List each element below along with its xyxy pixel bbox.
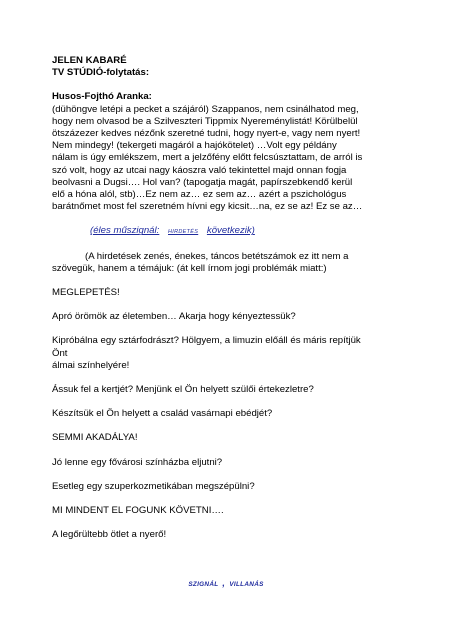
monologue-line: szó volt, hogy az utcai nagy káoszra való tekintettel majd onnan fogja [52,164,347,176]
signal-cue-after: következik) [206,225,255,237]
footer-separator: , [222,578,226,588]
document-page [52,55,402,541]
monologue-line: beolvasni a Dugsi…. Hol van? (tapogatja magát, papírszebkendő kerül [52,176,353,188]
ad-joys: Apró örömök az életemben… Akarja hogy kényeztessük? [52,311,296,323]
stage-note-line: szövegük, hanem a témájuk: (át kell írnom jogi problémák miatt:) [52,262,327,274]
spacer [52,79,402,91]
spacer [52,299,402,311]
ad-everything: MI MINDENT EL FOGUNK KÖVETNI…. [52,505,224,517]
monologue-line: hogy nem olvasod be a Szilveszteri Tippmix Nyereménylistát! Körülbelül [52,115,358,127]
footer-left: SZIGNÁL [188,581,219,588]
ad-star-stylist: Kipróbálna egy sztárfodrászt? Hölgyem, a limuzin előáll és máris repítjük [52,335,361,347]
footer-right: VILLANÁS [229,581,264,588]
monologue-line: ötszázezer kedves nézőnk szeretné tudni, hogy nyert-e, vagy nem nyert! [52,128,361,140]
spacer [52,493,402,505]
signal-cue [52,225,402,238]
page-footer [0,578,452,588]
ad-crazy-idea: A legőrültebb ötlet a nyerő! [52,529,167,541]
ad-star-stylist-end: álmai színhelyére! [52,359,130,371]
ad-star-stylist-cont: Önt [52,347,68,359]
ad-surprise: MEGLEPETÉS! [52,287,120,299]
stage-note-line: (A hirdetések zenés, énekes, táncos betétszámok ez itt nem a [85,250,349,262]
ad-lunch: Készítsük el Ön helyett a család vasárnapi ebédjét? [52,408,273,420]
spacer [52,517,402,529]
spacer [52,469,402,481]
ad-theatre: Jó lenne egy fővárosi színházba eljutni? [52,456,223,468]
signal-cue-ad-label: HIRDETÉS [168,229,199,236]
spacer [52,372,402,384]
spacer [52,396,402,408]
spacer [52,323,402,335]
signal-cue-before: (éles műszignál: [90,225,160,237]
speaker-name: Husos-Fojthó Aranka: [52,91,152,103]
monologue-line: barátnőmet most fel szeretném hívni egy kicsit…na, ez se az! Ez se az… [52,201,363,213]
ad-garden: Ássuk fel a kertjét? Menjünk el Ön helyett szülői értekezletre? [52,384,314,396]
monologue-line: (dühöngve letépi a pecket a szájáról) Szappanos, nem csinálhatod meg, [52,103,359,115]
monologue-paragraph [52,104,402,214]
stage-note [52,251,402,275]
monologue-line: nálam is úgy emlékszem, mert a jelzőfény előtt felcsúsztattam, de arról is [52,152,363,164]
spacer [52,445,402,457]
spacer [52,213,402,225]
monologue-line: Nem mindegy! (tekergeti magáról a hajókötelet) …Volt egy példány [52,140,337,152]
ad-no-obstacle: SEMMI AKADÁLYA! [52,432,138,444]
spacer [52,420,402,432]
ad-cosmetics: Esetleg egy szuperkozmetikában megszépülni? [52,480,255,492]
spacer [52,275,402,287]
spacer [52,239,402,251]
document-title: JELEN KABARÉ [52,55,127,66]
monologue-line: elő a hóna alól, stb)…Ez nem az… ez sem az… azért a pszichológus [52,189,347,201]
document-subtitle: TV STÚDIÓ-folytatás: [52,67,150,79]
